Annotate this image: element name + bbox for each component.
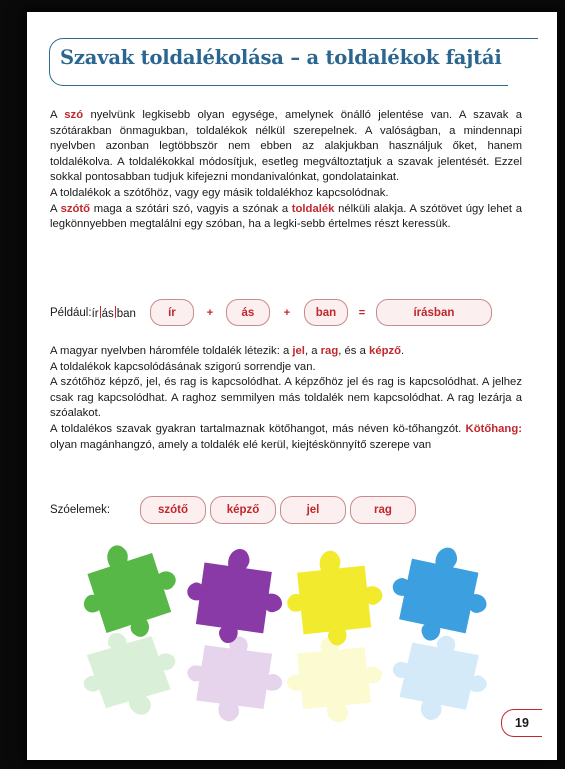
element-pill-szoto: szótő — [140, 496, 206, 524]
word-elements-label: Szóelemek: — [50, 504, 111, 516]
example-part: ás — [101, 307, 114, 320]
text-run: A — [50, 202, 61, 215]
element-pill-jel: jel — [280, 496, 346, 524]
example-part: ír — [91, 307, 99, 320]
example-label: Például: — [50, 306, 92, 319]
purple-puzzle-piece — [181, 543, 289, 728]
textbook-page — [27, 12, 557, 760]
example-part: ban — [116, 307, 136, 320]
page-title: Szavak toldalékolása – a toldalékok fajtái — [60, 46, 502, 69]
element-pill-kepzo: képző — [210, 496, 276, 524]
result-pill: írásban — [376, 299, 492, 326]
word-elements-row — [50, 496, 416, 524]
equals-sign: = — [358, 306, 366, 319]
text-run: . — [401, 345, 405, 357]
text-run: nyelvünk legkisebb olyan egysége, amelynek önálló jelentése van. A szavak a szótárakban önmagukban, toldalékok nélkül szerepelnek. A valóságban, a mindennapi nyelvben azonban legtöbbször nem ebben az alakjukban használjuk őket, hanem toldalékolva. A toldalékokkal módosítjuk, esetleg megváltoztatjuk a szavak jelentését. Ezzel sokkal pontosabban tudjuk kifejezni mondanivalónkat, gondolatainkat. — [50, 109, 522, 184]
term-pill: ír — [150, 299, 194, 326]
example-row — [50, 299, 492, 326]
text-run: maga a szótári szó, vagyis a szónak a — [90, 202, 292, 215]
plus-sign: + — [206, 306, 214, 319]
paragraph-kapcsolodas: A szótőhöz képző, jel, és rag is kapcsolódhat. A képzőhöz jel és rag is kapcsolódhat. A jelhez csak rag kapcsolódhat. A raghoz semmilyen más toldalék nem kapcsolódhat. A rag lezárja a szóalakot. — [50, 376, 522, 420]
plus-sign: + — [283, 306, 291, 319]
text-run: , és a — [338, 345, 370, 357]
text-run: nélküli alakja. A szótövet úgy lehet a legkönnyebben megtalálni egy szóban, ha a legki-sebb értelmes részt keressük. — [50, 202, 522, 231]
highlighted-term: Kötőhang: — [465, 422, 522, 435]
paragraph-sorrend: A toldalékok kapcsolódásának szigorú sorrendje van. — [50, 360, 316, 373]
paragraph-toldalekok: A toldalékok a szótőhöz, vagy egy másik toldalékhoz kapcsolódnak. — [50, 186, 389, 199]
page-number: 19 — [501, 709, 542, 737]
body-text — [50, 108, 522, 233]
text-run: , a — [304, 345, 321, 357]
element-pill-rag: rag — [350, 496, 416, 524]
paragraph-fajtak — [50, 344, 522, 360]
puzzle-pieces-illustration — [65, 537, 505, 742]
highlighted-term: rag — [320, 345, 339, 357]
body-text-2 — [50, 344, 522, 453]
yellow-puzzle-piece — [282, 546, 387, 727]
blue-puzzle-piece — [383, 538, 497, 729]
term-pill: ás — [226, 299, 270, 326]
highlighted-term: toldalék — [291, 202, 335, 215]
paragraph-szo — [50, 108, 522, 186]
paragraph-kotohang — [50, 422, 522, 453]
title-frame — [49, 38, 538, 86]
text-run: olyan magánhangzó, amely a toldalék elé kerül, kiejtéskönnyítő szerepe van — [50, 438, 432, 451]
term-pill: ban — [304, 299, 348, 326]
text-run: A toldalékos szavak gyakran tartalmaznak kötőhangot, más néven kö-tőhangzót. — [50, 422, 466, 435]
highlighted-term: jel — [292, 345, 305, 357]
text-run: A magyar nyelvben háromféle toldalék létezik: a — [50, 345, 293, 357]
paragraph-szoto — [50, 202, 522, 233]
highlighted-term: szótő — [60, 202, 91, 215]
highlighted-term: képző — [369, 345, 402, 357]
green-puzzle-piece — [69, 537, 190, 728]
highlighted-term: szó — [64, 109, 84, 121]
example-word — [92, 306, 136, 320]
text-run: A — [50, 109, 65, 121]
